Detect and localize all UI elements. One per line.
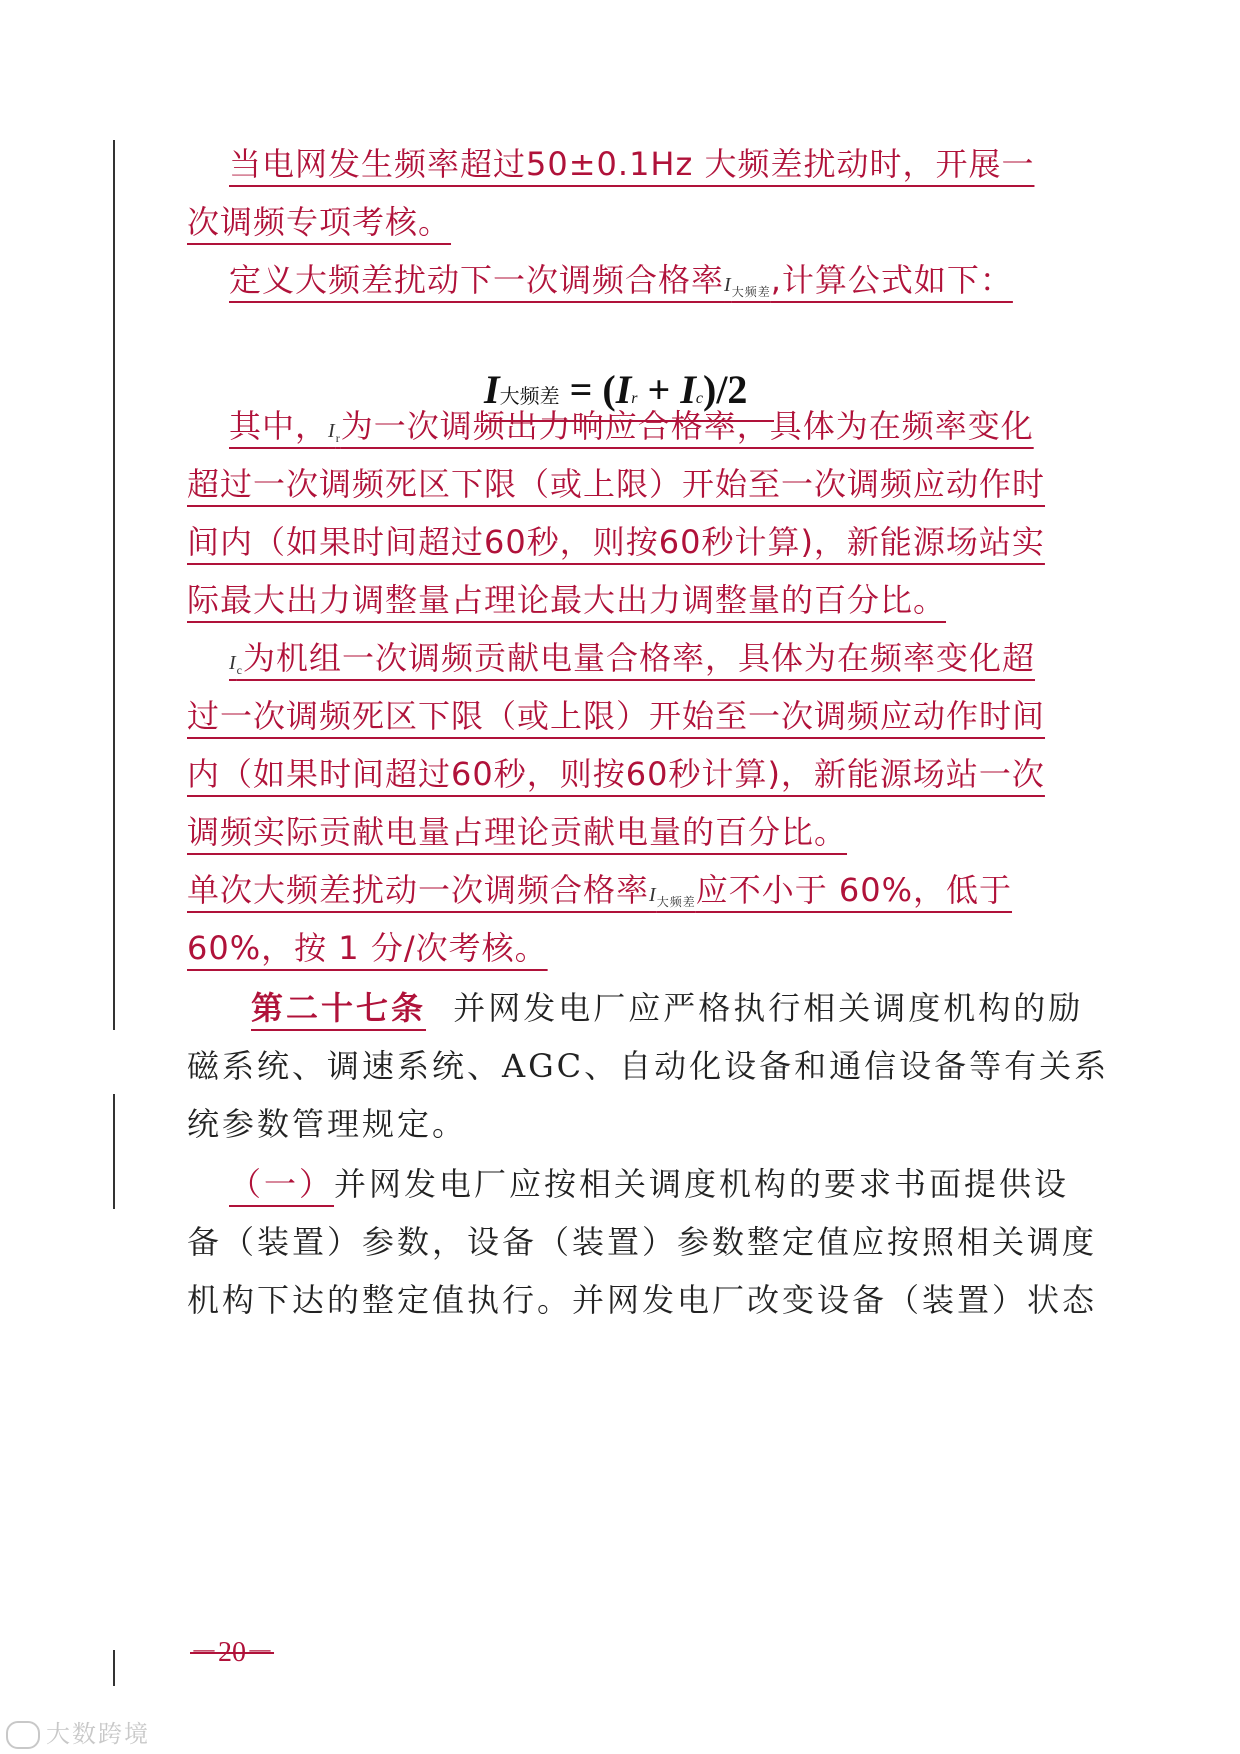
paragraph-line — [187, 868, 1057, 924]
revision-bar — [113, 1094, 115, 1209]
symbol-i-r: $I_r$ — [328, 420, 341, 445]
paragraph-line — [187, 520, 1057, 564]
paragraph-line — [187, 1162, 1070, 1206]
paragraph-line — [187, 578, 1057, 622]
text-run: 调频实际贡献电量占理论贡献电量的百分比。 — [187, 813, 848, 851]
paragraph-line — [187, 258, 1057, 314]
article-title: 第二十七条 — [251, 989, 427, 1027]
text-run: 定义大频差扰动下一次调频合格率 — [229, 261, 725, 299]
symbol-i-big-freq: $I_{大频差}$ — [724, 274, 771, 299]
paragraph-line — [187, 694, 1057, 738]
item-label: （一） — [229, 1165, 335, 1203]
paragraph-line — [187, 1220, 1098, 1264]
paragraph-line — [187, 200, 1057, 244]
watermark: 大数跨境 — [6, 1714, 150, 1749]
text-run: 其中， — [229, 407, 329, 445]
symbol-i-c: $I_c$ — [229, 652, 243, 677]
text-run: 为机组一次调频贡献电量合格率，具体为在频率变化超 — [243, 639, 1036, 677]
text-run: 过一次调频死区下限（或上限）开始至一次调频应动作时间 — [187, 697, 1046, 735]
text-run: 超过一次调频死区下限（或上限）开始至一次调频应动作时 — [187, 465, 1046, 503]
revision-bar — [113, 1650, 115, 1686]
text-run: 备（装置）参数，设备（装置）参数整定值应按照相关调度 — [187, 1223, 1098, 1261]
paragraph-line — [187, 404, 1057, 460]
paragraph-line — [187, 462, 1057, 506]
text-run: 磁系统、调速系统、AGC、自动化设备和通信设备等有关系 — [187, 1047, 1110, 1085]
text-run: 单次大频差扰动一次调频合格率 — [187, 871, 650, 909]
paragraph-line — [187, 1102, 1057, 1146]
paragraph-line — [187, 926, 1057, 970]
paragraph-line — [187, 1278, 1098, 1322]
symbol-i-big-freq: $I_{大频差}$ — [649, 884, 696, 909]
text-run: 60%，按 1 分/次考核。 — [187, 929, 548, 967]
text-run: 并网发电厂应严格执行相关调度机构的励 — [453, 989, 1084, 1027]
text-run: ,计算公式如下： — [770, 261, 1013, 299]
text-run: 次调频专项考核。 — [187, 203, 452, 241]
text-run: 当电网发生频率超过50±0.1Hz 大频差扰动时，开展一 — [229, 145, 1035, 183]
text-run: 并网发电厂应按相关调度机构的要求书面提供设 — [334, 1165, 1070, 1203]
paragraph-line — [187, 1044, 1110, 1088]
page-number: －20－ — [190, 1637, 275, 1668]
paragraph-line — [187, 752, 1057, 796]
text-run: 机构下达的整定值执行。并网发电厂改变设备（装置）状态 — [187, 1281, 1098, 1319]
text-run: 际最大出力调整量占理论最大出力调整量的百分比。 — [187, 581, 947, 619]
text-run: 应不小于 60%，低于 — [695, 871, 1013, 909]
watermark-logo-icon — [6, 1721, 40, 1749]
paragraph-line — [187, 636, 1057, 692]
paragraph-line — [187, 986, 1084, 1030]
revision-bar — [113, 140, 115, 1030]
formula: I大频差 = (Ir + Ic)/2 — [484, 362, 774, 422]
text-run: 为一次调频出力响应合格率，具体为在频率变化 — [340, 407, 1034, 445]
text-run: 内（如果时间超过60秒，则按60秒计算)，新能源场站一次 — [187, 755, 1045, 793]
text-run: 间内（如果时间超过60秒，则按60秒计算)，新能源场站实 — [187, 523, 1045, 561]
text-run: 统参数管理规定。 — [187, 1105, 468, 1143]
paragraph-line — [187, 810, 1057, 854]
paragraph-line — [187, 142, 1057, 186]
